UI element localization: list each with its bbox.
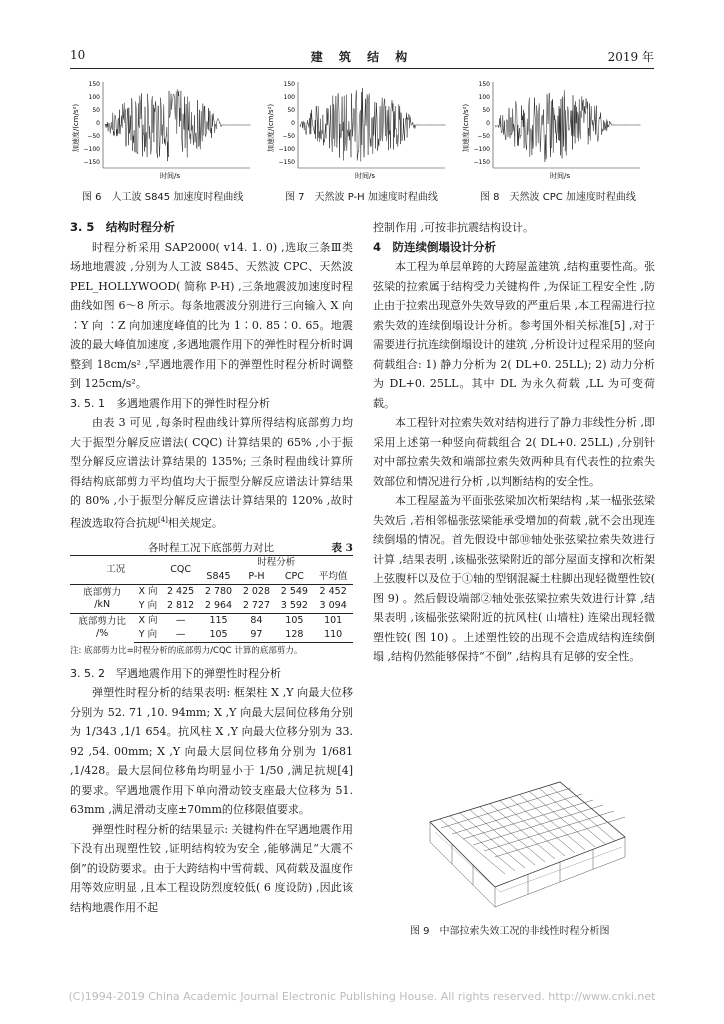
fig7-ylabel: 加速度/(cm/s²) [267,103,275,153]
fig6-ytick: −100 [83,146,100,153]
table-cell: — [175,614,186,626]
fig8-wave [495,90,641,162]
table-cell: 2 812 [162,599,200,614]
figure-7-caption: 图 7 天然波 P-H 加速度时程曲线 [285,192,438,203]
figure-6-chart [65,76,255,181]
fig7-ytick: −150 [278,159,295,166]
table-cell: — [162,628,200,643]
table-cell: 2 964 [200,599,238,614]
fig8-ylabel: 加速度/(cm/s²) [462,103,470,153]
fig7-yticks [279,81,296,166]
table-cell: 105 [200,628,238,643]
fig7-ytick: −100 [278,146,295,153]
fig6-wave [105,89,251,161]
paragraph-static-nonlinear: 本工程针对拉索失效对结构进行了静力非线性分析 ,即采用上述第一种竖向荷载组合 2( DL+0. 25LL) ,分别针对中部拉索失效和端部拉索失效两种具有代表性的拉索失效部位和情况进行分析 ,以判断结构的安全性。 [373,416,655,488]
figure-8-chart [455,76,645,181]
figure-7-svg [260,76,450,181]
row-label-unit: /kN [94,598,111,610]
right-column [373,218,655,667]
fig6-ytick: 100 [88,94,100,101]
fig7-ytick: 50 [287,107,295,114]
figure-9-caption: 图 9 中部拉索失效工况的非线性时程分析图 [410,926,610,937]
row-label-unit: /% [96,627,109,639]
table-cell: 97 [237,628,275,643]
table-cell: Y 向 [134,599,161,614]
page-number: 10 [70,48,86,62]
table-cell: 3 592 [275,599,313,614]
fig8-ytick: −100 [473,146,490,153]
table-cell: X 向 [138,585,158,597]
left-column [70,218,353,917]
fig6-xlabel: 时间/s [159,172,181,180]
fig7-ytick: 100 [283,94,295,101]
table-3-title: 各时程工况下底部剪力对比 [148,541,274,554]
table-col-header: 平均值 [313,570,353,585]
table-3-caption [70,539,353,555]
section-3-5-heading: 3. 5 结构时程分析 [70,220,175,234]
table-col-header: P-H [237,570,275,585]
figure-6-caption: 图 6 人工波 S845 加速度时程曲线 [82,192,244,203]
paragraph-collapse-design: 本工程为单层单跨的大跨屋盖建筑 ,结构重要性高。张弦梁的拉索属于结构受力关键构件 ,为保证工程安全性 ,防止由于拉索出现意外失效导致的严重后果 ,本工程需进行拉索失效的连续倒塌设计分析。参考国外相关标准[5] ,对于需要进行抗连续倒塌设计的建筑 ,分析设计过程采用的竖向荷载组合: 1) 静力分析为 2( DL+0. 25LL); 2) 动力分析为 DL+0. 25LL。其中 DL 为永久荷载 ,LL 为可变荷载。 [373,260,655,410]
figure-9-svg [410,762,640,912]
fig6-ytick: −50 [87,133,100,140]
table-row [70,613,353,628]
table-cell: 128 [275,628,313,643]
table-header-time-history: 时程分析 [200,555,353,570]
figure-8-svg [455,76,645,181]
fig6-ytick: 150 [88,81,100,88]
table-header-cqc: CQC [162,555,200,584]
fig6-ytick: 50 [92,107,100,114]
running-header [70,48,654,64]
table-row-label [70,613,134,642]
fig8-ytick: 150 [478,81,490,88]
section-3-5-2-heading: 3. 5. 2 罕遇地震作用下的弹塑性时程分析 [70,666,281,680]
fig7-ytick: −50 [282,133,295,140]
footer-copyright: (C)1994-2019 China Academic Journal Electronic Publishing House. All rights reserved. http://www.cnki.net [68,990,656,1003]
table-row [70,584,353,599]
paragraph-elastoplastic-results: 弹塑性时程分析的结果表明: 框架柱 X ,Y 向最大位移分别为 52. 71 ,10. 94mm; X ,Y 向最大层间位移角分别为 1/343 ,1/1 654。抗风柱 X ,Y 向最大位移分别为 33. 92 ,54. 00mm; X ,Y 向最大层间位移角分别为 1/681 ,1/428。最大层间位移角均明显小于 1/50 ,满足抗规[4]的要求。罕遇地震作用下单向滑动铰支座最大位移为 51. 63mm ,满足滑动支座±70mm的位移限值要求。 [70,686,353,817]
fig6-yticks [84,81,101,166]
paragraph-table3-discussion [70,413,353,533]
fig6-ytick: 0 [96,120,100,127]
paragraph-plastic-hinges: 弹塑性时程分析的结果显示: 关键构件在罕遇地震作用下没有出现塑性铰 ,证明结构较为安全 ,能够满足“大震不倒”的设防要求。由于大跨结构中雪荷载、风荷载及温度作用等效应明显 ,且本工程设防烈度较低( 6 度设防) ,因此该结构地震作用不起 [70,822,353,914]
fig8-ytick: 0 [486,120,490,127]
figure-7-chart [260,76,450,181]
table-cell: 2 028 [242,585,271,597]
table-cell: 105 [285,614,304,626]
paragraph-continued: 控制作用 ,可按非抗震结构设计。 [373,221,534,234]
p2-text: 由表 3 可见 ,每条时程曲线计算所得结构底部剪力均大于振型分解反应谱法( CQC) 计算结果的 65% ,小于振型分解反应谱法计算结果的 135%; 三条时程曲线计算所得结构底部剪力平均值均大于振型分解反应谱法计算结果的 80% ,小于振型分解反应谱法计算结果的 120% ,故时程波选取符合抗规 [70,416,353,530]
figure-6-svg [65,76,255,181]
table-header-case: 工况 [70,555,162,584]
fig6-ylabel: 加速度/(cm/s²) [72,103,80,153]
table-3-number: 表 3 [331,541,353,554]
fig7-ytick: 0 [291,120,295,127]
table-cell: Y 向 [134,628,161,643]
table-cell: 3 094 [313,599,353,614]
figure-8-caption: 图 8 天然波 CPC 加速度时程曲线 [480,192,636,203]
section-3-5-1-heading: 3. 5. 1 多遇地震作用下的弹性时程分析 [70,396,270,410]
table-col-header: S845 [200,570,238,585]
fig8-ytick: 50 [482,107,490,114]
row-label-line: 底部剪力 [83,586,122,598]
row-label-line: 底部剪力比 [78,615,126,627]
fig8-yticks [474,81,491,166]
table-col-header: CPC [275,570,313,585]
table-cell: 84 [250,614,263,626]
table-row-label [70,584,134,613]
table-cell: 2 452 [319,585,347,597]
header-rule [70,68,654,69]
paragraph-cable-failure: 本工程屋盖为平面张弦梁加次桁架结构 ,某一榀张弦梁失效后 ,若相邻榀张弦梁能承受增加的荷载 ,就不会出现连续倒塌的情况。首先假设中部⑩轴处张弦梁拉索失效进行计算 ,结果表明 ,该榀张弦梁附近的部分屋面支撑和次桁架上弦腹杆以及位于①轴的型钢混凝土柱脚出现轻微塑性铰( 图 9) 。然后假设端部②轴处张弦梁拉索失效进行计算 ,结果表明 ,该榀张弦梁附近的抗风柱( 山墙柱) 连梁出现轻微塑性铰( 图 10) 。上述塑性铰的出现不会造成结构连续倒塌 ,结构仍然能够保持“不倒” ,结构具有足够的安全性。 [373,494,655,663]
citation-4: [4] [158,515,168,524]
table-cell: 2 549 [280,585,308,597]
table-cell: 101 [324,614,343,626]
p2-tail: 相关规定。 [167,516,223,530]
table-cell: 2 425 [166,585,195,597]
paragraph-time-history: 时程分析采用 SAP2000( v14. 1. 0) ,选取三条Ⅲ类场地地震波 ,分别为人工波 S845、天然波 CPC、天然波 PEL_HOLLYWOOD( 简称 P-H) ,三条地震波加速度时程曲线如图 6～8 所示。每条地震波分别进行三向输入 X 向 ∶Y 向 ∶Z 向加速度峰值的比为 1∶0. 85∶0. 65。地震波的最大峰值加速度 ,多遇地震作用下的弹性时程分析时调整到 18cm/s² ,罕遇地震作用下的弹塑性时程分析时调整到 125cm/s²。 [70,240,353,390]
roof-grid [430,782,625,907]
fig6-ytick: −150 [83,159,100,166]
journal-title: 建 筑 结 构 [310,50,414,64]
table-3 [70,555,353,643]
fig8-xlabel: 时间/s [549,172,571,180]
table-cell: 110 [313,628,353,643]
secondary-trusses [435,832,622,892]
journal-year: 2019 年 [607,50,654,64]
figure-9-structure-model [410,762,640,912]
table-cell: 2 780 [204,585,233,597]
fig8-ytick: 100 [478,94,490,101]
table-cell: 115 [209,614,228,626]
fig7-wave [300,88,446,162]
fig8-ytick: −50 [477,133,490,140]
table-cell: 2 727 [237,599,275,614]
fig7-ytick: 150 [283,81,295,88]
table-3-note: 注: 底部剪力比=时程分析的底部剪力/CQC 计算的底部剪力。 [70,645,303,656]
table-cell: X 向 [138,614,158,626]
fig7-xlabel: 时间/s [354,172,376,180]
fig8-ytick: −150 [473,159,490,166]
section-4-heading: 4 防连续倒塌设计分析 [373,239,497,254]
